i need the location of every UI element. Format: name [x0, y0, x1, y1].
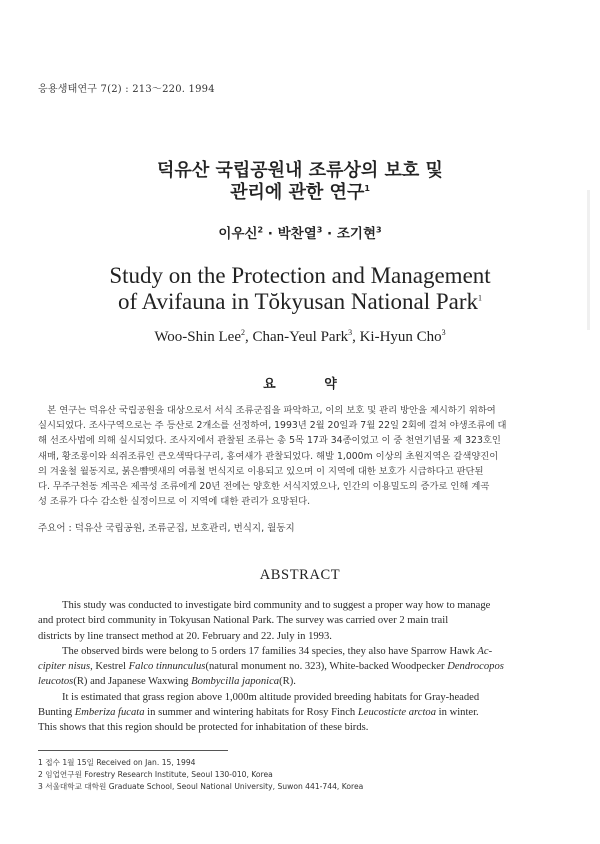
korean-abstract-line: 새매, 황조롱이와 쇠쥐조류인 큰오색딱다구리, 홍여새가 관찰되었다. 해발 1,000m 이상의 초원지역은 갈색양진이: [38, 450, 499, 462]
footnotes: [38, 757, 363, 794]
footnote: 2 임업연구원 Forestry Research Institute, Seoul 130-010, Korea: [38, 770, 273, 780]
author-affiliation-mark: 3: [441, 328, 446, 337]
korean-abstract-line: 본 연구는 덕유산 국립공원을 대상으로서 서식 조류군집을 파악하고, 이의 보호 및 관리 방안을 제시하기 위하여: [38, 405, 496, 416]
korean-author-name: 박찬열: [277, 226, 317, 242]
author-separator: ·: [263, 226, 278, 242]
korean-abstract-line: 성 조류가 다수 감소한 실정이므로 이 지역에 대한 관리가 요망된다.: [38, 496, 311, 508]
abstract-line: and protect bird community in Tokyusan National Park. The survey was carried over 2 main trail: [38, 615, 449, 627]
species-name: Falco tinnunculus: [128, 661, 206, 673]
footnote-rule: [38, 750, 228, 751]
korean-abstract-heading: 요 약: [263, 377, 359, 392]
species-name: Leucosticte arctoa: [357, 707, 437, 719]
species-name: Ac-: [477, 645, 493, 657]
author-affiliation-mark: 3: [376, 225, 382, 235]
keywords: [38, 520, 295, 534]
english-abstract: [38, 598, 572, 736]
abstract-text: in winter.: [436, 707, 479, 719]
abstract-text: , Kestrel: [90, 661, 129, 673]
korean-title-line-1: 덕유산 국립공원내 조류상의 보호 및: [157, 160, 443, 181]
abstract-line: [38, 644, 572, 659]
abstract-text: Bunting: [38, 707, 75, 719]
author-affiliation-mark: 3: [348, 328, 353, 337]
korean-abstract: [38, 403, 572, 509]
abstract-text: in summer and wintering habitats for Rosy Finch: [144, 707, 358, 719]
korean-title-footnote-mark: 1: [364, 184, 370, 193]
abstract-heading: ABSTRACT: [259, 567, 341, 583]
abstract-line: This study was conducted to investigate bird community and to suggest a proper way how to manage: [62, 600, 491, 611]
author-affiliation-mark: 2: [257, 225, 264, 235]
author-separator: ,: [352, 329, 360, 345]
korean-abstract-line: 다. 무주구천동 계곡은 제곡성 조류에게 20년 전에는 양호한 서식지였으나, 인간의 이용밀도의 증가로 인해 계곡: [38, 481, 490, 493]
author-affiliation-mark: 3: [316, 225, 323, 235]
korean-author-name: 조기현: [336, 226, 376, 242]
species-name: cipiter nisus: [38, 661, 91, 673]
english-title-line-1: Study on the Protection and Management: [109, 263, 491, 288]
footnote: 1 접수 1월 15일 Received on Jan. 15, 1994: [38, 758, 196, 767]
author-separator: ·: [322, 226, 337, 242]
english-authors: [0, 329, 600, 346]
footnote: 3 서울대학교 대학원 Graduate School, Seoul National University, Suwon 441-744, Korea: [38, 782, 364, 792]
korean-author-name: 이우신: [218, 226, 258, 242]
english-title-footnote-mark: 1: [478, 293, 483, 303]
abstract-text: (natural monument no. 323), White-backed Woodpecker: [205, 661, 448, 673]
species-name: Emberiza fucata: [74, 707, 145, 719]
abstract-line: [38, 659, 572, 674]
abstract-line: [38, 690, 572, 705]
korean-title-line-2: [0, 182, 600, 204]
abstract-text: It is estimated that grass region above 1,000m altitude provided breeding habitats for Gray-headed: [62, 691, 480, 703]
author-separator: ,: [245, 329, 253, 345]
english-author-name: Woo-Shin Lee: [154, 329, 242, 345]
author-affiliation-mark: 2: [241, 328, 246, 337]
korean-abstract-line: 해 선조사법에 의해 실시되었다. 조사지에서 관찰된 조류는 총 5목 17과 34종이었고 이 중 천연기념물 제 323호인: [38, 435, 501, 447]
keywords-label: 주요어 :: [38, 523, 75, 534]
abstract-text: The observed birds were belong to 5 orders 17 families 34 species, they also have Sparrow Hawk: [62, 645, 478, 657]
korean-authors: [0, 222, 600, 242]
english-title-text: of Avifauna in Tŏkyusan National Park: [117, 289, 479, 314]
english-author-name: Ki-Hyun Cho: [359, 329, 442, 345]
korean-abstract-line: 실시되었다. 조사구역으로는 주 등산로 2개소를 선정하여, 1993년 2월 20일과 7월 22일 2회에 걸쳐 야생조류에 대: [38, 420, 507, 432]
species-name: leucotos: [38, 676, 74, 688]
scan-margin-mark: [587, 190, 590, 330]
korean-abstract-line: 의 겨울철 월동지로, 붉은뺨멧새의 여름철 번식지로 이용되고 있으며 이 지역에 대한 보호가 시급하다고 판단된: [38, 465, 484, 477]
abstract-line: This shows that this region should be protected for inhabitation of these birds.: [38, 722, 369, 734]
abstract-line: districts by line transect method at 20. February and 22. July in 1993.: [38, 630, 332, 642]
english-author-name: Chan-Yeul Park: [252, 329, 349, 345]
abstract-line: [38, 674, 572, 689]
species-name: Bombycilla japonica: [191, 676, 280, 688]
abstract-line: [38, 705, 572, 720]
species-name: Dendrocopos: [447, 661, 504, 673]
korean-title-text: 관리에 관한 연구: [230, 182, 365, 203]
abstract-text: (R).: [279, 676, 296, 688]
abstract-text: (R) and Japanese Waxwing: [73, 676, 192, 688]
english-title-line-2: [0, 288, 600, 316]
keywords-list: 덕유산 국립공원, 조류군집, 보호관리, 번식지, 월동지: [74, 523, 295, 534]
journal-reference: 응용생태연구 7(2) : 213～220. 1994: [38, 84, 215, 95]
